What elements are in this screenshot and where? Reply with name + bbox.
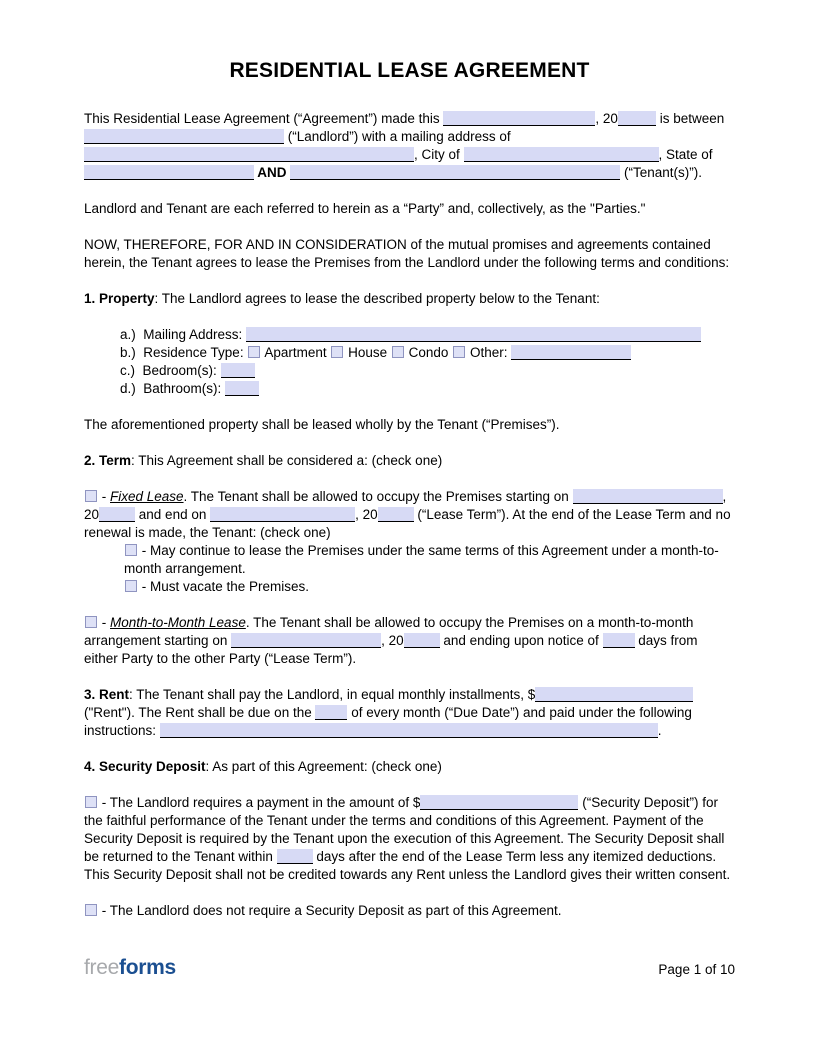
payment-instructions-field[interactable] (160, 723, 658, 738)
text-run: . (657, 723, 662, 738)
security-deposit-required-checkbox[interactable] (85, 796, 97, 808)
text-run: : This Agreement shall be considered a: (check one) (131, 453, 443, 468)
rent-amount-field[interactable] (535, 687, 693, 702)
residence-type-other-checkbox[interactable] (453, 346, 465, 358)
consideration-paragraph (84, 236, 735, 272)
text-run: b.) Residence Type: (120, 345, 248, 360)
residence-type-house-checkbox[interactable] (331, 346, 343, 358)
text-run: . The Tenant shall be allowed to occupy the Premises starting on (183, 489, 573, 504)
text-run: NOW, THEREFORE, FOR AND IN CONSIDERATION of the mutual promises and agreements contained herein, the Tenant agrees to lease the Premises from the Landlord under the following terms and conditions: (84, 237, 730, 270)
logo-forms-text: forms (119, 956, 176, 979)
agreement-day-field[interactable] (443, 111, 595, 126)
residence-type-other-field[interactable] (511, 345, 631, 360)
fixed-lease-option-vacate (124, 578, 735, 596)
text-run: c.) Bedroom(s): (120, 363, 221, 378)
text-run: (“Security Deposit”) for the faithful performance of the Tenant under the terms and conditions of this Agreement. Payment of the Security Deposit is required by the Tenant upon the execution of this Agreement. The Security Deposit shall be returned to the Tenant within (84, 795, 725, 864)
text-run: House (344, 345, 391, 360)
text-run: days after the end of the Lease Term less any itemized deductions. This Security Deposit shall not be credited towards any Rent unless the Landlord gives their written consent. (84, 849, 731, 882)
intro-paragraph (84, 110, 735, 182)
fixed-lease-start-date-field[interactable] (573, 489, 723, 504)
defined-term: Month-to-Month Lease (110, 615, 246, 630)
landlord-state-field[interactable] (84, 165, 254, 180)
text-run: : As part of this Agreement: (check one) (205, 759, 442, 774)
freeforms-logo (84, 956, 176, 980)
fixed-lease-option-continue (124, 542, 735, 578)
defined-term: Fixed Lease (110, 489, 184, 504)
tenant-name-field[interactable] (290, 165, 620, 180)
bedrooms-field[interactable] (221, 363, 255, 378)
bold-text-run: 4. Security Deposit (84, 759, 206, 774)
list-item-bedrooms (120, 362, 735, 380)
parties-paragraph (84, 200, 735, 218)
rent-due-day-field[interactable] (315, 705, 347, 720)
text-run: and ending upon notice of (439, 633, 603, 648)
text-run: : The Tenant shall pay the Landlord, in equal monthly installments, $ (129, 687, 536, 702)
security-deposit-amount-field[interactable] (420, 795, 578, 810)
m2m-start-year-field[interactable] (404, 633, 440, 648)
deposit-not-required-paragraph (84, 902, 735, 920)
month-to-month-paragraph (84, 614, 735, 668)
agreement-year-field[interactable] (618, 111, 656, 126)
property-details-list (84, 326, 735, 398)
list-item-residence-type (120, 344, 735, 362)
text-run: . The Tenant shall be allowed to occupy the Premises on a month-to-month arrangement starting on (84, 615, 694, 648)
text-run: , City of (414, 147, 464, 162)
m2m-start-date-field[interactable] (231, 633, 381, 648)
m2m-notice-days-field[interactable] (603, 633, 635, 648)
landlord-name-field[interactable] (84, 129, 284, 144)
text-run: d.) Bathroom(s): (120, 381, 226, 396)
text-run: a.) Mailing Address: (120, 327, 247, 342)
fixed-lease-paragraph (84, 488, 735, 542)
bold-text-run: 3. Rent (84, 687, 130, 702)
fixed-lease-end-date-field[interactable] (210, 507, 355, 522)
bathrooms-field[interactable] (225, 381, 259, 396)
section-1-property-heading (84, 290, 735, 308)
list-item-mailing-address (120, 326, 735, 344)
text-run: , 20 (595, 111, 618, 126)
document-title: RESIDENTIAL LEASE AGREEMENT (229, 59, 590, 82)
landlord-city-field[interactable] (464, 147, 659, 162)
may-continue-month-to-month-checkbox[interactable] (125, 544, 137, 556)
text-run: - Must vacate the Premises. (138, 579, 310, 594)
section-2-term-heading (84, 452, 735, 470)
fixed-lease-checkbox[interactable] (85, 490, 97, 502)
text-run: and end on (135, 507, 211, 522)
text-run: - The Landlord does not require a Security Deposit as part of this Agreement. (98, 903, 562, 918)
text-run: of every month (“Due Date”) and paid under the following instructions: (84, 705, 692, 738)
text-run: Condo (404, 345, 453, 360)
residence-type-apartment-checkbox[interactable] (248, 346, 260, 358)
text-run: (“Tenant(s)”). (620, 165, 703, 180)
landlord-address-field[interactable] (84, 147, 414, 162)
month-to-month-lease-checkbox[interactable] (85, 616, 97, 628)
logo-free-text: free (84, 956, 119, 979)
no-security-deposit-checkbox[interactable] (85, 904, 97, 916)
page-number: Page 1 of 10 (658, 962, 735, 977)
text-run: (“Lease Term”). At the end of the Lease Term and no renewal is made, the Tenant: (check one) (84, 507, 731, 540)
text-run: , 20 (84, 489, 727, 522)
fixed-lease-end-year-field[interactable] (378, 507, 414, 522)
residence-type-condo-checkbox[interactable] (392, 346, 404, 358)
deposit-required-paragraph (84, 794, 735, 884)
bold-text-run: AND (254, 165, 291, 180)
property-mailing-address-field[interactable] (246, 327, 701, 342)
text-run: , State of (658, 147, 713, 162)
text-run: Landlord and Tenant are each referred to herein as a “Party” and, collectively, as the "Parties." (84, 201, 646, 216)
text-run: ("Rent"). The Rent shall be due on the (84, 705, 316, 720)
text-run: - (98, 615, 110, 630)
text-run: Other: (466, 345, 512, 360)
text-run: The aforementioned property shall be leased wholly by the Tenant (“Premises”). (84, 417, 560, 432)
bold-text-run: 2. Term (84, 453, 132, 468)
list-item-bathrooms (120, 380, 735, 398)
text-run: - May continue to lease the Premises under the same terms of this Agreement under a month-to-month arrangement. (124, 543, 719, 576)
fixed-lease-start-year-field[interactable] (99, 507, 135, 522)
text-run: This Residential Lease Agreement (“Agreement”) made this (84, 111, 444, 126)
page-footer (84, 956, 735, 980)
text-run: - (98, 489, 110, 504)
text-run: : The Landlord agrees to lease the described property below to the Tenant: (154, 291, 600, 306)
section-3-rent-paragraph (84, 686, 735, 740)
text-run: , 20 (381, 633, 404, 648)
section-4-deposit-heading (84, 758, 735, 776)
text-run: (“Landlord”) with a mailing address of (284, 129, 511, 144)
premises-note (84, 416, 735, 434)
text-run: days from either Party to the other Party (“Lease Term”). (84, 633, 698, 666)
must-vacate-checkbox[interactable] (125, 580, 137, 592)
text-run: Apartment (261, 345, 331, 360)
deposit-return-days-field[interactable] (277, 849, 313, 864)
text-run: - The Landlord requires a payment in the amount of $ (98, 795, 421, 810)
text-run: , 20 (355, 507, 378, 522)
text-run: is between (655, 111, 725, 126)
bold-text-run: 1. Property (84, 291, 155, 306)
